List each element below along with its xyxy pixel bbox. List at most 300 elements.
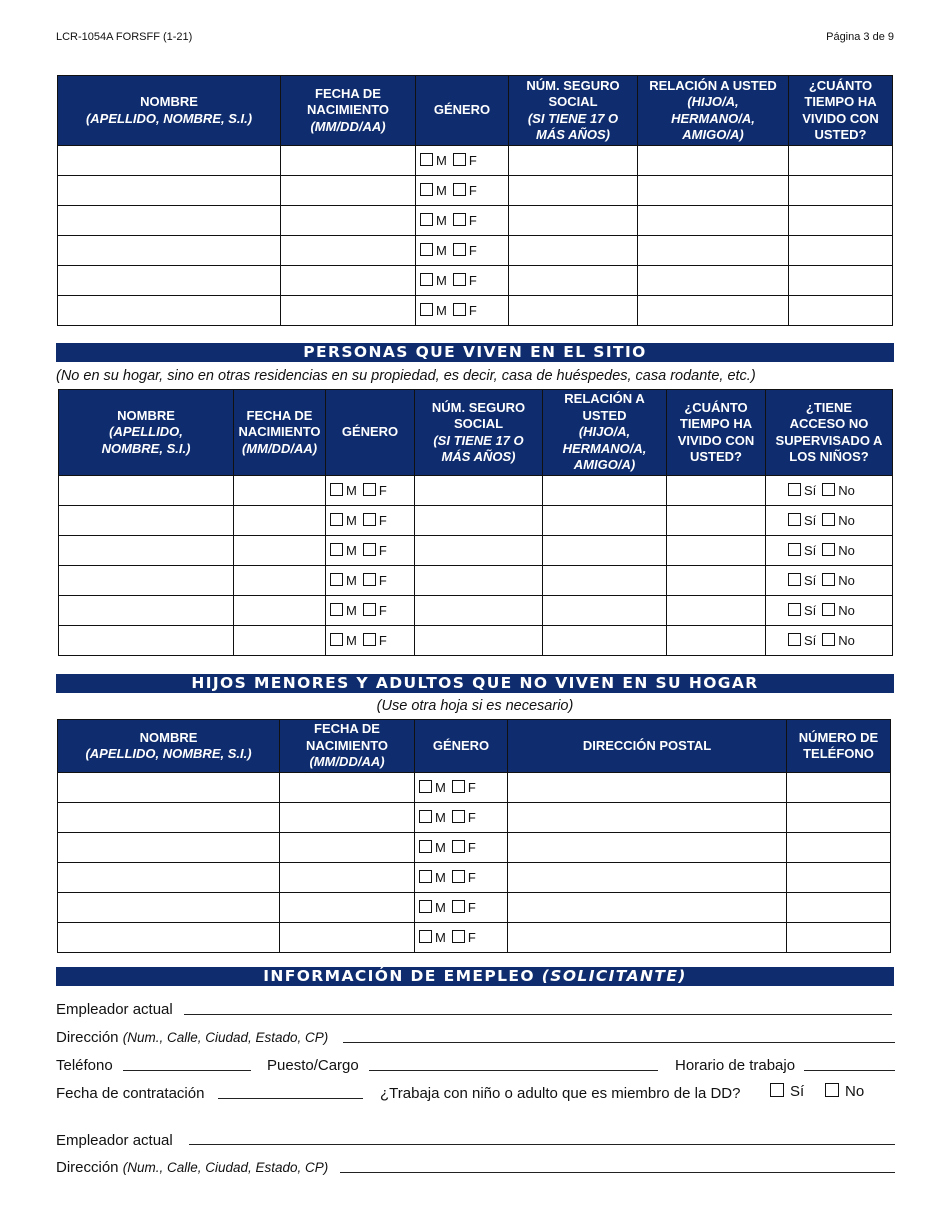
employment-section-title bbox=[56, 967, 894, 986]
female-checkbox[interactable] bbox=[452, 780, 465, 793]
table-cell[interactable] bbox=[543, 536, 667, 566]
male-label: M bbox=[435, 930, 446, 945]
table-cell[interactable] bbox=[509, 146, 638, 176]
table-cell[interactable] bbox=[667, 626, 766, 656]
yes-checkbox[interactable] bbox=[788, 513, 801, 526]
hire-date-field[interactable] bbox=[218, 1098, 363, 1099]
header-text: NOMBRE bbox=[139, 729, 198, 745]
yes-label: Sí bbox=[804, 633, 817, 648]
male-label: M bbox=[436, 153, 447, 168]
female-checkbox[interactable] bbox=[363, 633, 376, 646]
header-subtext: (SI TIENE 17 O bbox=[433, 432, 524, 448]
female-checkbox[interactable] bbox=[452, 840, 465, 853]
table-cell[interactable] bbox=[281, 296, 416, 326]
no-checkbox[interactable] bbox=[822, 543, 835, 556]
table-cell[interactable] bbox=[281, 146, 416, 176]
yes-checkbox[interactable] bbox=[788, 483, 801, 496]
header-text: ¿CUÁNTO bbox=[684, 399, 748, 415]
table-cell[interactable] bbox=[509, 236, 638, 266]
employment-title: INFORMACIÓN DE EMEPLEO bbox=[263, 967, 535, 985]
table-cell[interactable] bbox=[58, 176, 281, 206]
female-checkbox[interactable] bbox=[453, 273, 466, 286]
male-label: M bbox=[346, 633, 357, 648]
header-text: NÚM. SEGURO bbox=[526, 77, 620, 93]
female-checkbox[interactable] bbox=[453, 243, 466, 256]
dd-no-option[interactable] bbox=[825, 1083, 864, 1100]
yes-checkbox[interactable] bbox=[788, 573, 801, 586]
table-cell[interactable] bbox=[416, 296, 509, 326]
table-cell[interactable] bbox=[508, 923, 787, 953]
table-cell[interactable] bbox=[234, 596, 326, 626]
table-cell[interactable] bbox=[787, 893, 891, 923]
yes-checkbox[interactable] bbox=[788, 633, 801, 646]
table-cell[interactable] bbox=[638, 146, 789, 176]
no-checkbox[interactable] bbox=[822, 573, 835, 586]
male-checkbox[interactable] bbox=[330, 513, 343, 526]
column-header bbox=[508, 720, 787, 773]
table-cell[interactable] bbox=[416, 236, 509, 266]
employer-field[interactable] bbox=[184, 1014, 892, 1015]
table-cell[interactable] bbox=[789, 236, 893, 266]
header-subtext: (MM/DD/AA) bbox=[241, 440, 318, 456]
dd-no-checkbox[interactable] bbox=[825, 1083, 839, 1097]
header-text: DIRECCIÓN POSTAL bbox=[582, 737, 712, 753]
male-label: M bbox=[436, 303, 447, 318]
female-label: F bbox=[467, 840, 476, 855]
male-checkbox[interactable] bbox=[419, 900, 432, 913]
no-label: No bbox=[838, 573, 855, 588]
table-cell[interactable] bbox=[543, 476, 667, 506]
table-cell[interactable] bbox=[509, 206, 638, 236]
female-label: F bbox=[378, 603, 387, 618]
table-cell[interactable] bbox=[416, 146, 509, 176]
female-checkbox[interactable] bbox=[453, 303, 466, 316]
table-cell[interactable] bbox=[415, 506, 543, 536]
position-field[interactable] bbox=[369, 1070, 658, 1071]
table-cell[interactable] bbox=[638, 296, 789, 326]
form-id: LCR-1054A FORSFF (1-21) bbox=[56, 31, 193, 43]
table-cell[interactable] bbox=[789, 266, 893, 296]
male-checkbox[interactable] bbox=[420, 213, 433, 226]
header-text: TIEMPO HA bbox=[679, 416, 753, 431]
dd-no-label: No bbox=[845, 1083, 865, 1100]
header-subtext: (SI TIENE 17 O bbox=[527, 110, 619, 126]
column-header bbox=[416, 76, 509, 146]
column-header bbox=[281, 76, 416, 146]
table-cell[interactable] bbox=[58, 206, 281, 236]
table-cell[interactable] bbox=[667, 476, 766, 506]
header-text: USTED? bbox=[690, 449, 742, 464]
female-checkbox[interactable] bbox=[363, 513, 376, 526]
table-cell[interactable] bbox=[638, 236, 789, 266]
table-cell[interactable] bbox=[280, 923, 415, 953]
header-text: LOS NIÑOS? bbox=[789, 449, 869, 464]
column-header bbox=[509, 76, 638, 146]
table-cell[interactable] bbox=[58, 236, 281, 266]
address2-hint: (Num., Calle, Ciudad, Estado, CP) bbox=[122, 1160, 329, 1175]
onsite-section-title: PERSONAS QUE VIVEN EN EL SITIO bbox=[56, 343, 894, 362]
column-header bbox=[58, 76, 281, 146]
schedule-label: Horario de trabajo bbox=[675, 1057, 796, 1074]
table-cell[interactable] bbox=[59, 506, 234, 536]
female-label: F bbox=[467, 870, 476, 885]
table-cell[interactable] bbox=[59, 626, 234, 656]
table-cell[interactable] bbox=[280, 773, 415, 803]
no-checkbox[interactable] bbox=[822, 633, 835, 646]
male-checkbox[interactable] bbox=[419, 840, 432, 853]
no-checkbox[interactable] bbox=[822, 513, 835, 526]
table-cell[interactable] bbox=[667, 596, 766, 626]
male-checkbox[interactable] bbox=[330, 633, 343, 646]
table-cell[interactable] bbox=[59, 476, 234, 506]
table-row bbox=[58, 266, 893, 296]
table-cell[interactable] bbox=[789, 176, 893, 206]
column-header bbox=[58, 720, 280, 773]
male-checkbox[interactable] bbox=[419, 810, 432, 823]
table-cell[interactable] bbox=[508, 773, 787, 803]
female-label: F bbox=[378, 573, 387, 588]
column-header bbox=[766, 390, 893, 476]
table-cell[interactable] bbox=[415, 596, 543, 626]
header-text: NACIMIENTO bbox=[305, 737, 389, 753]
onsite-note: (No en su hogar, sino en otras residencias en su propiedad, es decir, casa de huéspedes, casa rodante, etc.) bbox=[56, 368, 756, 384]
employer-label: Empleador actual bbox=[56, 1001, 173, 1018]
female-checkbox[interactable] bbox=[452, 810, 465, 823]
yes-label: Sí bbox=[804, 543, 817, 558]
header-text: ¿CUÁNTO bbox=[808, 77, 873, 93]
table-row bbox=[58, 296, 893, 326]
hire-date-label: Fecha de contratación bbox=[56, 1085, 205, 1102]
header-text: RELACIÓN A USTED bbox=[649, 77, 777, 93]
table-cell[interactable] bbox=[416, 176, 509, 206]
male-label: M bbox=[436, 243, 447, 258]
yes-label: Sí bbox=[804, 573, 817, 588]
table-cell[interactable] bbox=[58, 146, 281, 176]
male-checkbox[interactable] bbox=[330, 483, 343, 496]
female-checkbox[interactable] bbox=[452, 900, 465, 913]
male-label: M bbox=[346, 573, 357, 588]
schedule-field[interactable] bbox=[804, 1070, 895, 1071]
table-cell[interactable] bbox=[326, 596, 415, 626]
female-label: F bbox=[468, 243, 477, 258]
header-text: USTED? bbox=[814, 127, 867, 142]
female-checkbox[interactable] bbox=[363, 573, 376, 586]
yes-checkbox[interactable] bbox=[788, 603, 801, 616]
header-text: FECHA DE bbox=[246, 407, 313, 423]
table-cell[interactable] bbox=[789, 296, 893, 326]
table-cell[interactable] bbox=[787, 863, 891, 893]
table-cell[interactable] bbox=[58, 266, 281, 296]
table-cell[interactable] bbox=[789, 146, 893, 176]
male-label: M bbox=[436, 183, 447, 198]
employer2-label: Empleador actual bbox=[56, 1132, 173, 1149]
male-checkbox[interactable] bbox=[330, 573, 343, 586]
table-cell[interactable] bbox=[508, 893, 787, 923]
no-checkbox[interactable] bbox=[822, 603, 835, 616]
table-cell[interactable] bbox=[766, 536, 893, 566]
table-cell[interactable] bbox=[415, 803, 508, 833]
table-cell[interactable] bbox=[415, 893, 508, 923]
header-text: FECHA DE bbox=[315, 85, 381, 101]
onsite-persons-table bbox=[58, 389, 893, 656]
household-members-table bbox=[57, 75, 893, 326]
table-cell[interactable] bbox=[543, 596, 667, 626]
female-label: F bbox=[468, 213, 477, 228]
table-cell[interactable] bbox=[789, 206, 893, 236]
header-subtext: MÁS AÑOS) bbox=[441, 449, 516, 464]
column-header bbox=[543, 390, 667, 476]
dd-yes-checkbox[interactable] bbox=[770, 1083, 784, 1097]
table-cell[interactable] bbox=[508, 863, 787, 893]
dd-yes-label: Sí bbox=[790, 1083, 805, 1100]
header-subtext: (MM/DD/AA) bbox=[309, 754, 385, 770]
header-text: USTED bbox=[582, 407, 627, 423]
male-label: M bbox=[346, 543, 357, 558]
table-cell[interactable] bbox=[667, 536, 766, 566]
male-checkbox[interactable] bbox=[419, 780, 432, 793]
table-row bbox=[58, 146, 893, 176]
table-cell[interactable] bbox=[280, 833, 415, 863]
female-label: F bbox=[467, 900, 476, 915]
table-cell[interactable] bbox=[281, 176, 416, 206]
column-header bbox=[789, 76, 893, 146]
employer2-field[interactable] bbox=[189, 1144, 895, 1145]
table-cell[interactable] bbox=[543, 566, 667, 596]
table-cell[interactable] bbox=[766, 596, 893, 626]
table-cell[interactable] bbox=[508, 833, 787, 863]
yes-checkbox[interactable] bbox=[788, 543, 801, 556]
header-subtext: MÁS AÑOS) bbox=[536, 127, 610, 142]
column-header bbox=[638, 76, 789, 146]
header-text: VIVIDO CON bbox=[802, 110, 879, 126]
header-subtext: (APELLIDO, NOMBRE, S.I.) bbox=[85, 110, 253, 126]
male-checkbox[interactable] bbox=[419, 930, 432, 943]
phone-field[interactable] bbox=[123, 1070, 251, 1071]
table-cell[interactable] bbox=[58, 833, 280, 863]
table-cell[interactable] bbox=[766, 506, 893, 536]
table-cell[interactable] bbox=[766, 476, 893, 506]
no-label: No bbox=[838, 513, 855, 528]
table-cell[interactable] bbox=[415, 773, 508, 803]
table-cell[interactable] bbox=[234, 566, 326, 596]
address-label-row bbox=[56, 1029, 328, 1046]
table-cell[interactable] bbox=[326, 566, 415, 596]
male-checkbox[interactable] bbox=[420, 303, 433, 316]
female-label: F bbox=[468, 273, 477, 288]
header-text: VIVIDO CON bbox=[677, 432, 755, 448]
table-row bbox=[59, 506, 893, 536]
female-label: F bbox=[468, 153, 477, 168]
table-cell[interactable] bbox=[416, 266, 509, 296]
male-label: M bbox=[436, 273, 447, 288]
header-text: NOMBRE bbox=[140, 94, 198, 109]
yes-label: Sí bbox=[804, 513, 817, 528]
children-adults-table bbox=[57, 719, 891, 953]
header-text: TIEMPO HA bbox=[804, 94, 877, 109]
male-checkbox[interactable] bbox=[330, 603, 343, 616]
female-checkbox[interactable] bbox=[453, 153, 466, 166]
table-cell[interactable] bbox=[234, 626, 326, 656]
employment-title-applicant: (SOLICITANTE) bbox=[541, 967, 687, 985]
table-cell[interactable] bbox=[543, 506, 667, 536]
female-label: F bbox=[468, 183, 477, 198]
header-text: ACCESO NO bbox=[789, 416, 869, 431]
male-checkbox[interactable] bbox=[419, 870, 432, 883]
female-label: F bbox=[468, 303, 477, 318]
table-cell[interactable] bbox=[234, 506, 326, 536]
table-cell[interactable] bbox=[58, 296, 281, 326]
header-text: RELACIÓN A bbox=[564, 391, 645, 407]
table-cell[interactable] bbox=[58, 863, 280, 893]
header-text: GÉNERO bbox=[432, 737, 490, 753]
table-cell[interactable] bbox=[638, 266, 789, 296]
header-text: SOCIAL bbox=[548, 94, 598, 109]
table-cell[interactable] bbox=[326, 626, 415, 656]
table-cell[interactable] bbox=[58, 803, 280, 833]
male-label: M bbox=[435, 840, 446, 855]
header-text: NÚM. SEGURO bbox=[431, 399, 526, 415]
table-row bbox=[59, 476, 893, 506]
column-header bbox=[234, 390, 326, 476]
table-cell[interactable] bbox=[667, 506, 766, 536]
table-cell[interactable] bbox=[415, 863, 508, 893]
table-cell[interactable] bbox=[787, 923, 891, 953]
male-label: M bbox=[435, 810, 446, 825]
table-cell[interactable] bbox=[415, 923, 508, 953]
header-text: TELÉFONO bbox=[803, 746, 874, 761]
column-header bbox=[787, 720, 891, 773]
table-cell[interactable] bbox=[787, 803, 891, 833]
table-row bbox=[58, 863, 891, 893]
table-cell[interactable] bbox=[326, 506, 415, 536]
table-cell[interactable] bbox=[638, 176, 789, 206]
column-header bbox=[59, 390, 234, 476]
no-label: No bbox=[838, 543, 855, 558]
male-checkbox[interactable] bbox=[420, 183, 433, 196]
address-hint: (Num., Calle, Ciudad, Estado, CP) bbox=[122, 1030, 329, 1045]
table-row bbox=[59, 626, 893, 656]
table-cell[interactable] bbox=[416, 206, 509, 236]
female-label: F bbox=[378, 633, 387, 648]
table-cell[interactable] bbox=[508, 803, 787, 833]
table-cell[interactable] bbox=[58, 773, 280, 803]
no-label: No bbox=[838, 633, 855, 648]
female-checkbox[interactable] bbox=[453, 213, 466, 226]
page-number: Página 3 de 9 bbox=[826, 31, 894, 43]
table-cell[interactable] bbox=[234, 476, 326, 506]
no-checkbox[interactable] bbox=[822, 483, 835, 496]
header-subtext: (APELLIDO, bbox=[109, 424, 183, 440]
table-cell[interactable] bbox=[234, 536, 326, 566]
table-row bbox=[59, 596, 893, 626]
table-cell[interactable] bbox=[326, 476, 415, 506]
children-note: (Use otra hoja si es necesario) bbox=[376, 698, 574, 714]
table-cell[interactable] bbox=[326, 536, 415, 566]
table-cell[interactable] bbox=[766, 566, 893, 596]
table-row bbox=[58, 773, 891, 803]
male-checkbox[interactable] bbox=[420, 153, 433, 166]
male-checkbox[interactable] bbox=[420, 273, 433, 286]
table-cell[interactable] bbox=[415, 833, 508, 863]
table-cell[interactable] bbox=[281, 236, 416, 266]
female-checkbox[interactable] bbox=[363, 603, 376, 616]
no-label: No bbox=[838, 483, 855, 498]
table-row bbox=[58, 206, 893, 236]
table-cell[interactable] bbox=[59, 566, 234, 596]
female-checkbox[interactable] bbox=[453, 183, 466, 196]
header-text: NÚMERO DE bbox=[798, 729, 879, 745]
table-row bbox=[58, 176, 893, 206]
male-checkbox[interactable] bbox=[420, 243, 433, 256]
header-subtext: (HIJO/A, bbox=[578, 424, 631, 440]
table-cell[interactable] bbox=[280, 803, 415, 833]
table-row bbox=[58, 236, 893, 266]
address-field[interactable] bbox=[343, 1042, 895, 1043]
header-subtext: (HIJO/A, bbox=[687, 94, 739, 109]
address2-field[interactable] bbox=[340, 1172, 895, 1173]
header-text: NOMBRE bbox=[117, 407, 175, 423]
female-label: F bbox=[467, 780, 476, 795]
table-cell[interactable] bbox=[58, 923, 280, 953]
table-cell[interactable] bbox=[415, 536, 543, 566]
table-cell[interactable] bbox=[59, 536, 234, 566]
table-cell[interactable] bbox=[766, 626, 893, 656]
table-cell[interactable] bbox=[59, 596, 234, 626]
table-row bbox=[59, 566, 893, 596]
header-subtext: HERMANO/A, bbox=[562, 440, 647, 456]
table-cell[interactable] bbox=[509, 296, 638, 326]
table-cell[interactable] bbox=[638, 206, 789, 236]
female-checkbox[interactable] bbox=[452, 930, 465, 943]
yes-label: Sí bbox=[804, 483, 817, 498]
position-label: Puesto/Cargo bbox=[267, 1057, 359, 1074]
table-cell[interactable] bbox=[787, 833, 891, 863]
dd-yes-option[interactable] bbox=[770, 1083, 804, 1100]
table-cell[interactable] bbox=[415, 476, 543, 506]
header-subtext: HERMANO/A, bbox=[671, 110, 755, 126]
female-checkbox[interactable] bbox=[452, 870, 465, 883]
header-text: SOCIAL bbox=[453, 416, 504, 431]
female-label: F bbox=[378, 483, 387, 498]
table-cell[interactable] bbox=[667, 566, 766, 596]
table-cell[interactable] bbox=[281, 206, 416, 236]
table-cell[interactable] bbox=[281, 266, 416, 296]
children-section-title: HIJOS MENORES Y ADULTOS QUE NO VIVEN EN SU HOGAR bbox=[56, 674, 894, 693]
table-cell[interactable] bbox=[509, 266, 638, 296]
table-cell[interactable] bbox=[543, 626, 667, 656]
male-label: M bbox=[346, 603, 357, 618]
address2-label-row bbox=[56, 1159, 328, 1176]
female-label: F bbox=[467, 810, 476, 825]
header-text: GÉNERO bbox=[433, 102, 491, 118]
female-checkbox[interactable] bbox=[363, 483, 376, 496]
table-cell[interactable] bbox=[280, 893, 415, 923]
table-cell[interactable] bbox=[415, 626, 543, 656]
header-subtext: (MM/DD/AA) bbox=[310, 118, 386, 134]
table-cell[interactable] bbox=[58, 893, 280, 923]
table-cell[interactable] bbox=[415, 566, 543, 596]
table-cell[interactable] bbox=[509, 176, 638, 206]
male-checkbox[interactable] bbox=[330, 543, 343, 556]
table-row bbox=[59, 536, 893, 566]
address-label: Dirección bbox=[56, 1029, 119, 1046]
female-label: F bbox=[378, 513, 387, 528]
table-cell[interactable] bbox=[787, 773, 891, 803]
header-subtext: (APELLIDO, NOMBRE, S.I.) bbox=[85, 746, 252, 761]
female-checkbox[interactable] bbox=[363, 543, 376, 556]
no-label: No bbox=[838, 603, 855, 618]
table-cell[interactable] bbox=[280, 863, 415, 893]
